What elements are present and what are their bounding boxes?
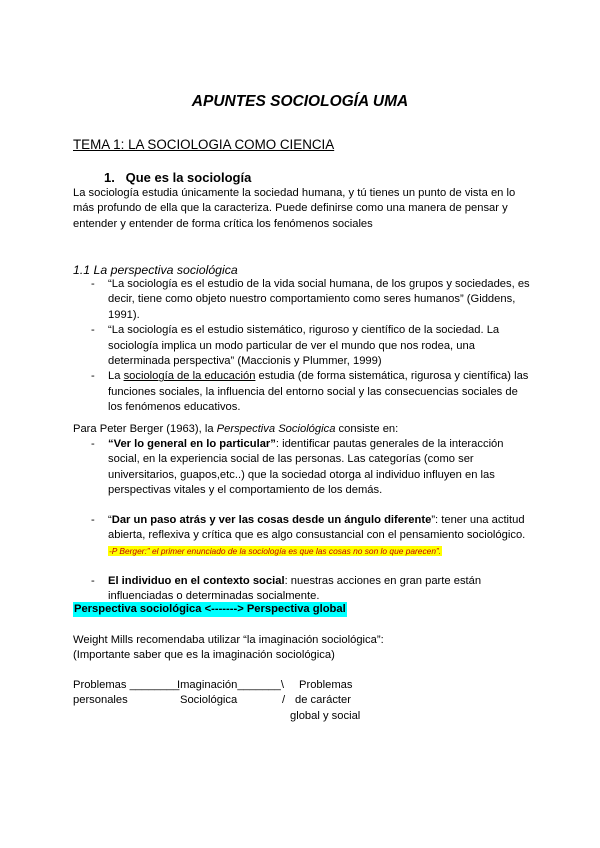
diagram-global-line-1: Problemas bbox=[299, 679, 353, 691]
document-title: APUNTES SOCIOLOGÍA UMA bbox=[191, 93, 409, 110]
berger-pre: Para Peter Berger (1963), la bbox=[73, 423, 217, 435]
tema-heading: TEMA 1: LA SOCIOLOGIA COMO CIENCIA bbox=[73, 137, 335, 152]
berger-highlight-note: -P Berger:” el primer enunciado de la sociología es que las cosas no son lo que parecen”. bbox=[109, 546, 442, 557]
berger-item-2-pre: “ bbox=[108, 513, 112, 526]
dash-marker: - bbox=[91, 513, 95, 526]
section-1-number: 1. bbox=[104, 170, 115, 185]
diagram-imagination-line-1: Imaginación_______\ bbox=[177, 679, 284, 691]
list-item bbox=[73, 513, 530, 560]
dash-marker: - bbox=[91, 438, 95, 450]
diagram-global-line-3: global y social bbox=[290, 709, 361, 722]
diagram-slash: / bbox=[282, 694, 286, 706]
imagination-diagram bbox=[73, 678, 393, 726]
berger-list bbox=[73, 437, 530, 605]
item-3-post: estudia (de forma sistemática, rigurosa y científica) las funciones sociales, la influencia del entorno social y las consecuencias sociales de los fenómenos educativos. bbox=[108, 370, 529, 414]
berger-item-1-text: : identificar pautas generales de la interacción social, en la experiencia social de las personas. Las categorías (como ser universitarios, guapos,etc..) que la sociedad otorga al individuo influyen en las perspectivas vitales y el comportamiento de los demás. bbox=[108, 438, 504, 497]
diagram-personal-line-1: Problemas ________ bbox=[73, 679, 180, 691]
perspective-highlight-line: Perspectiva sociológica <-------> Perspectiva global bbox=[73, 602, 347, 617]
list-item bbox=[73, 277, 530, 323]
definitions-list bbox=[73, 277, 530, 416]
berger-item-2-bold: Dar un paso atrás y ver las cosas desde un ángulo diferente bbox=[111, 513, 432, 526]
diagram-col-global bbox=[290, 678, 361, 724]
section-1-1-heading: 1.1 La perspectiva sociológica bbox=[73, 263, 238, 277]
berger-italic: Perspectiva Sociológica bbox=[216, 423, 336, 435]
berger-intro bbox=[73, 422, 530, 437]
list-item bbox=[73, 369, 530, 415]
berger-post: consiste en: bbox=[335, 423, 399, 435]
section-1-title: Que es la sociología bbox=[125, 170, 252, 185]
dash-marker: - bbox=[91, 324, 95, 337]
section-1-paragraph: La sociología estudia únicamente la sociedad humana, y tú tienes un punto de vista en lo más profundo de ella que la caracteriza. Puede definirse como una manera de pensar y entender y entender de forma crítica los fenómenos sociales bbox=[73, 187, 516, 230]
diagram-col-imagination bbox=[177, 678, 284, 709]
sociologia-educacion-link[interactable]: sociología de la educación bbox=[123, 370, 256, 383]
mills-paragraph bbox=[73, 633, 530, 664]
berger-item-2-text: ”: tener una actitud abierta, reflexiva y crítica que es algo consustancial con el pensamiento sociológico. bbox=[108, 513, 526, 542]
diagram-col-personal bbox=[73, 678, 179, 709]
section-1-heading bbox=[104, 169, 251, 186]
mills-line-2: (Importante saber que es la imaginación sociológica) bbox=[73, 649, 335, 662]
list-item bbox=[73, 437, 530, 499]
definition-giddens: “La sociología es el estudio de la vida social humana, de los grupos y sociedades, es decir, tiene como objeto nuestro comportamiento como seres humanos” (Giddens, 1991). bbox=[108, 278, 530, 321]
diagram-personal-line-2: personales bbox=[73, 694, 128, 707]
berger-item-3-text: : nuestras acciones en gran parte están influenciadas o determinadas socialmente. bbox=[108, 574, 482, 603]
berger-item-3-bold: El individuo en el contexto social bbox=[108, 574, 285, 587]
mills-line-1: Weight Mills recomendaba utilizar “la imaginación sociológica”: bbox=[73, 634, 384, 646]
dash-marker: - bbox=[91, 370, 95, 383]
berger-item-1-bold: “Ver lo general en lo particular” bbox=[108, 438, 276, 450]
list-item bbox=[73, 574, 530, 605]
item-3-pre: La bbox=[108, 370, 124, 383]
diagram-global-line-2: de carácter bbox=[295, 694, 351, 707]
definition-maccionis: “La sociología es el estudio sistemático, riguroso y científico de la sociedad. La sociología implica un modo particular de ver el mundo que nos rodea, una determinada perspectiva” (Maccionis y Plummer, 1999) bbox=[108, 324, 500, 368]
dash-marker: - bbox=[91, 574, 95, 587]
diagram-imagination-line-2: Sociológica bbox=[180, 694, 238, 707]
list-item bbox=[73, 323, 530, 369]
dash-marker: - bbox=[91, 278, 95, 290]
